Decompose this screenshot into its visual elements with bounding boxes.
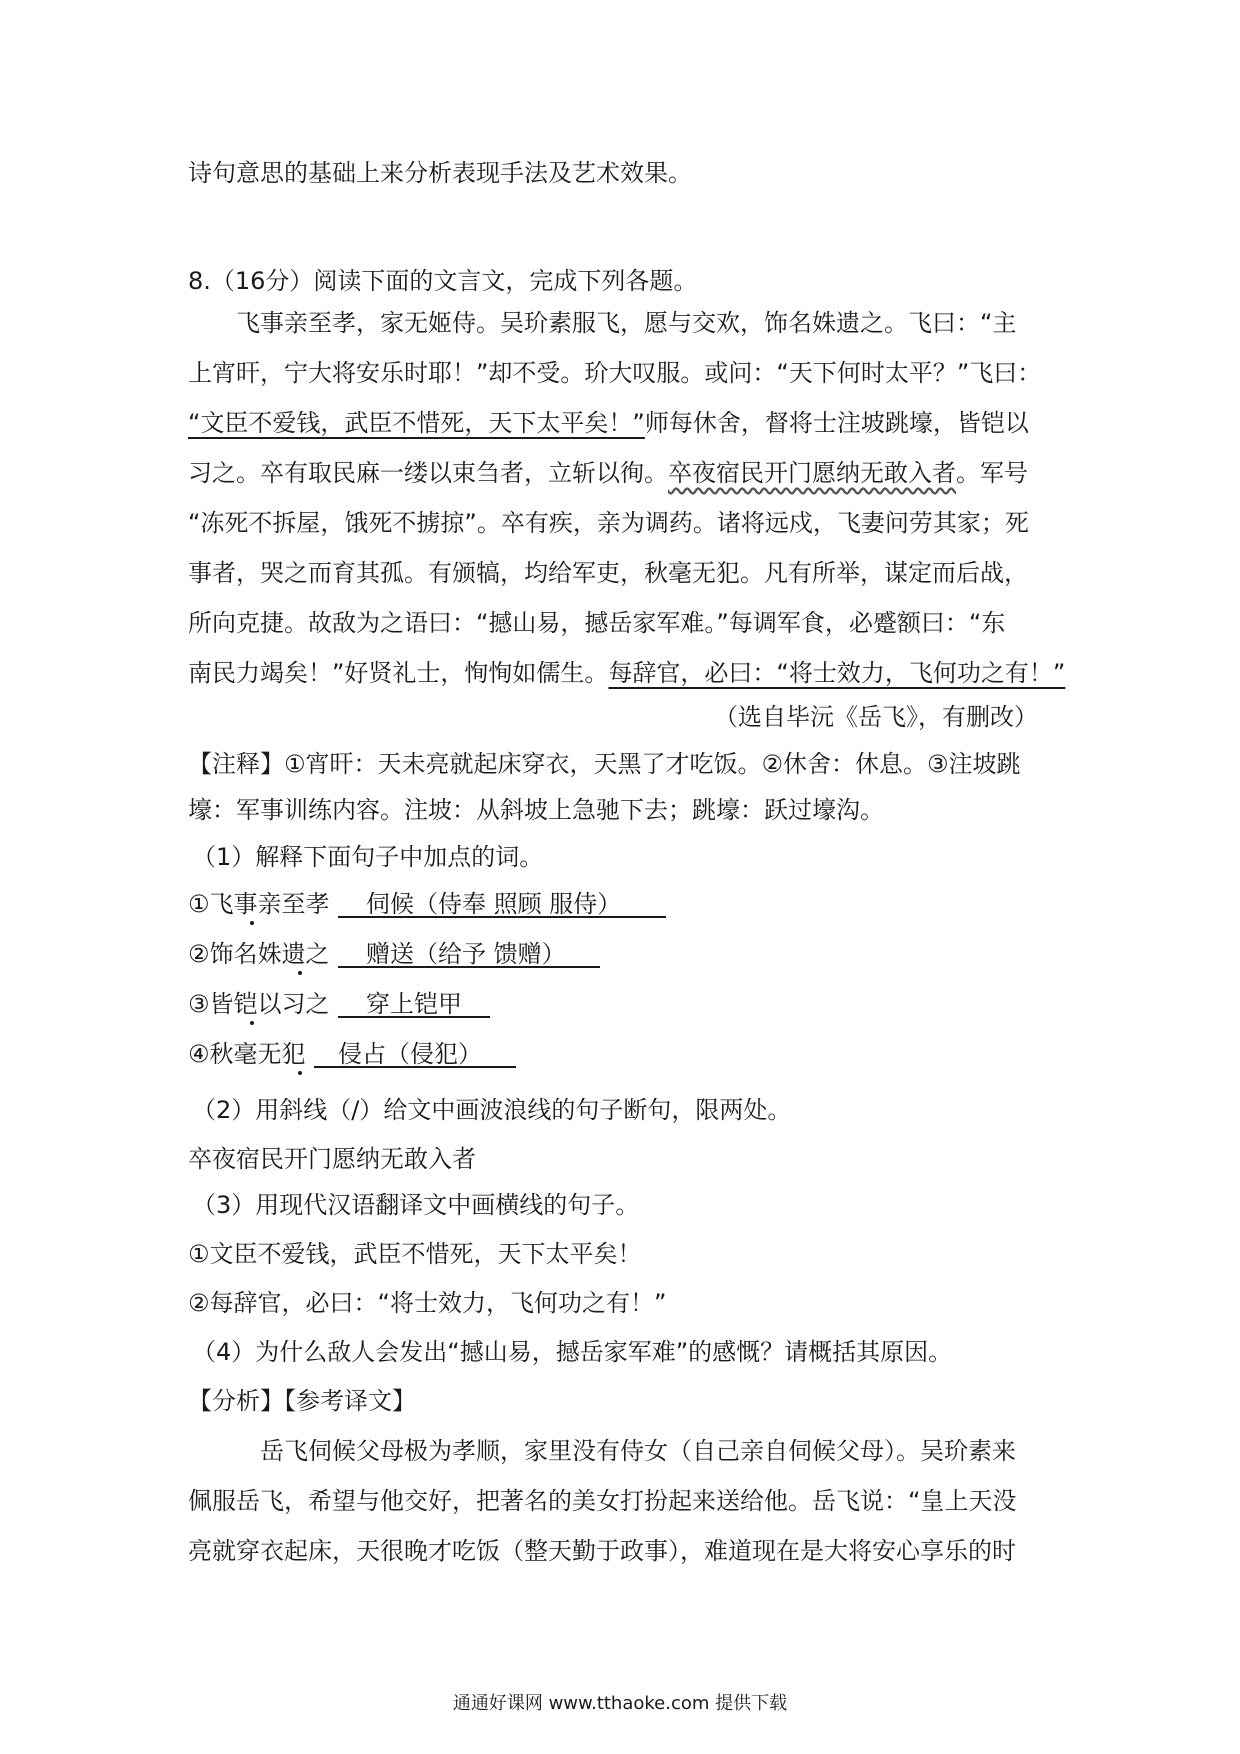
item-prompt: ④秋毫无犯 bbox=[188, 1040, 306, 1068]
item-answer: 赠送（给予 馈赠） bbox=[366, 940, 566, 968]
question-8-header: 8.（16分）阅读下面的文言文，完成下列各题。 bbox=[188, 267, 698, 295]
question-3-sentence-1: ①文臣不爱钱，武臣不惜死，天下太平矣！ bbox=[188, 1240, 642, 1268]
continued-text-line: 诗句意思的基础上来分析表现手法及艺术效果。 bbox=[188, 159, 692, 187]
underlined-sentence-2: 每辞官，必曰：“将士效力，飞何功之有！” bbox=[608, 659, 1066, 687]
item-answer: 侵占（侵犯） bbox=[338, 1040, 482, 1068]
question-4-title: （4）为什么敌人会发出“撼山易，撼岳家军难”的感慨？请概括其原因。 bbox=[192, 1338, 953, 1366]
page-footer: 通通好课网 www.tthaoke.com 提供下载 bbox=[452, 1693, 788, 1714]
question-1-title: （1）解释下面句子中加点的词。 bbox=[192, 843, 544, 871]
passage-line: “冻死不拆屋，饿死不掳掠”。卒有疾，亲为调药。诸将远戍，飞妻问劳其家；死 bbox=[188, 509, 1029, 537]
answer-underline bbox=[338, 916, 666, 918]
question-2-sentence: 卒夜宿民开门愿纳无敢入者 bbox=[188, 1145, 476, 1173]
analysis-header: 【分析】【参考译文】 bbox=[188, 1387, 416, 1415]
translation-line: 佩服岳飞，希望与他交好，把著名的美女打扮起来送给他。岳飞说：“皇上天没 bbox=[188, 1487, 1017, 1515]
passage-line: 所向克捷。故敌为之语曰：“撼山易，撼岳家军难。”每调军食，必蹙额曰：“东 bbox=[188, 609, 1006, 637]
item-prompt: ①飞事亲至孝 bbox=[188, 890, 330, 918]
answer-underline bbox=[338, 1016, 490, 1018]
item-prompt: ③皆铠以习之 bbox=[188, 990, 330, 1018]
passage-line: “文臣不爱钱，武臣不惜死，天下太平矣！”师每休舍，督将士注坡跳壕，皆铠以 bbox=[188, 409, 1029, 437]
emphasis-dot bbox=[250, 921, 254, 925]
passage-line: 南民力竭矣！”好贤礼士，恂恂如儒生。每辞官，必曰：“将士效力，飞何功之有！” bbox=[188, 659, 1066, 687]
question-2-title: （2）用斜线（/）给文中画波浪线的句子断句，限两处。 bbox=[192, 1096, 792, 1124]
passage-line: 事者，哭之而育其孤。有颁犒，均给军吏，秋毫无犯。凡有所举，谋定而后战， bbox=[188, 559, 1028, 587]
passage-line: 习之。卒有取民麻一缕以束刍者，立斩以徇。卒夜宿民开门愿纳无敢入者。军号 bbox=[188, 459, 1028, 487]
emphasis-dot bbox=[298, 1071, 302, 1075]
passage-line: 上宵旰，宁大将安乐时耶！”却不受。玠大叹服。或问：“天下何时太平？”飞曰： bbox=[188, 359, 1042, 387]
passage-line: 飞事亲至孝，家无姬侍。吴玠素服飞，愿与交欢，饰名姝遗之。飞曰：“主 bbox=[236, 309, 1017, 337]
answer-underline bbox=[338, 966, 600, 968]
item-answer: 穿上铠甲 bbox=[366, 990, 462, 1018]
underlined-sentence-1: “文臣不爱钱，武臣不惜死，天下太平矣！” bbox=[188, 409, 645, 437]
translation-line: 亮就穿衣起床，天很晚才吃饭（整天勤于政事），难道现在是大将安心享乐的时 bbox=[188, 1537, 1016, 1565]
translation-line: 岳飞伺候父母极为孝顺，家里没有侍女（自己亲自伺候父母）。吴玠素来 bbox=[260, 1437, 1016, 1465]
notes-line: 壕：军事训练内容。注坡：从斜坡上急驰下去；跳壕：跃过壕沟。 bbox=[188, 796, 884, 824]
answer-underline bbox=[314, 1066, 516, 1068]
item-answer: 伺候（侍奉 照顾 服侍） bbox=[366, 890, 622, 918]
wavy-sentence: 卒夜宿民开门愿纳无敢入者 bbox=[668, 459, 956, 487]
notes-line: 【注释】①宵旰：天未亮就起床穿衣，天黑了才吃饭。②休舍：休息。③注坡跳 bbox=[188, 750, 1021, 778]
emphasis-dot bbox=[250, 1021, 254, 1025]
passage-source: （选自毕沅《岳飞》，有删改） bbox=[714, 703, 1038, 731]
item-prompt: ②饰名姝遗之 bbox=[188, 940, 330, 968]
emphasis-dot bbox=[298, 971, 302, 975]
question-3-sentence-2: ②每辞官，必曰：“将士效力，飞何功之有！” bbox=[188, 1289, 667, 1317]
question-3-title: （3）用现代汉语翻译文中画横线的句子。 bbox=[192, 1191, 640, 1219]
